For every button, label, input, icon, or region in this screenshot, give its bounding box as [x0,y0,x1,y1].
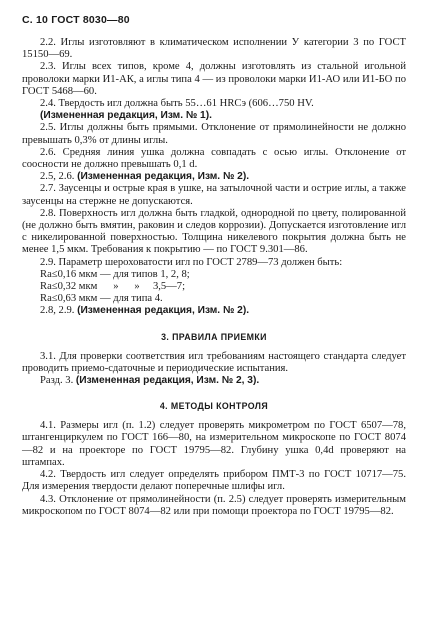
section-title-acceptance: 3. ПРАВИЛА ПРИЕМКИ [161,331,267,342]
roughness-line-3: Ra≤0,63 мкм — для типа 4. [40,293,163,305]
amendment-prefix: 2.8, 2.9. [40,305,75,317]
paragraph-2-5: 2.5. Иглы должны быть прямыми. Отклонение от прямолинейности не должно превышать 0,3% от длины иглы. [22,122,406,146]
paragraph-2-9: 2.9. Параметр шероховатости игл по ГОСТ 2789—73 должен быть: [40,256,343,268]
page-header: С. 10 ГОСТ 8030—80 [22,14,130,26]
section-title-control-methods: 4. МЕТОДЫ КОНТРОЛЯ [159,401,269,412]
roughness-line-2: Ra≤0,32 мкм » » 3,5—7; [40,281,186,293]
paragraph-2-2: 2.2. Иглы изготовляют в климатическом исполнении У категории 3 по ГОСТ 15150—69. [22,37,406,61]
paragraph-2-3: 2.3. Иглы всех типов, кроме 4, должны изготовлять из стальной игольной проволоки марки И1-АК, а иглы типа 4 — из проволоки марки И1-АО или И1-БО по ГОСТ 5468—60. [22,61,406,97]
roughness-line-1: Ra≤0,16 мкм — для типов 1, 2, 8; [40,268,190,280]
amendment-note-4 [22,375,406,387]
amendment-text: (Измененная редакция, Изм. № 1). [40,110,212,122]
amendment-text: (Измененная редакция, Изм. № 2, 3). [75,375,260,387]
paragraph-2-7: 2.7. Заусенцы и острые края в ушке, на затылочной части и острие иглы, а также заусенцы на стержне не допускаются. [22,183,406,207]
paragraph-2-4: 2.4. Твердость игл должна быть 55…61 HRCэ (606…750 HV. [40,98,314,110]
amendment-note-1 [22,110,406,122]
amendment-prefix: 2.5, 2.6. [40,171,75,183]
amendment-text: (Измененная редакция, Изм. № 2). [77,305,250,317]
paragraph-4-1: 4.1. Размеры игл (п. 1.2) следует проверять микрометром по ГОСТ 6507—78, штангенциркулем по ГОСТ 166—80, на измерительном микроскопе по ГОСТ 8074—82 и на проекторе по ГОСТ 19795—82. Глубину ушка 0,4d проверяют на штампах. [22,420,406,468]
paragraph-2-8: 2.8. Поверхность игл должна быть гладкой, однородной по цвету, полированной (не должно быть вмятин, раковин и следов коррозии). Допускается изготовление игл с никелированной поверхностью. Толщина никелевого покрытия должна быть не менее 1,5 мкм. Требования к покрытию — по ГОСТ 9.301—86. [22,207,406,256]
amendment-prefix: Разд. 3. [40,375,74,387]
paragraph-4-2: 4.2. Твердость игл следует определять прибором ПМТ-3 по ГОСТ 10717—75. Для измерения твердости делают поперечные шлифы игл. [22,469,406,493]
paragraph-3-1: 3.1. Для проверки соответствия игл требованиям настоящего стандарта следует проводить приемо-сдаточные и периодические испытания. [22,350,406,374]
amendment-note-2 [22,171,406,183]
amendment-note-3 [22,305,406,317]
paragraph-4-3: 4.3. Отклонение от прямолинейности (п. 2.5) следует проверять измерительным микроскопом по ГОСТ 8074—82 или при помощи проектора по ГОСТ 19795—82. [22,493,406,517]
amendment-text: (Измененная редакция, Изм. № 2). [77,171,250,183]
paragraph-2-6: 2.6. Средняя линия ушка должна совпадать с осью иглы. Отклонение от соосности не должно превышать 0,1 d. [22,146,406,171]
document-page [22,14,406,518]
